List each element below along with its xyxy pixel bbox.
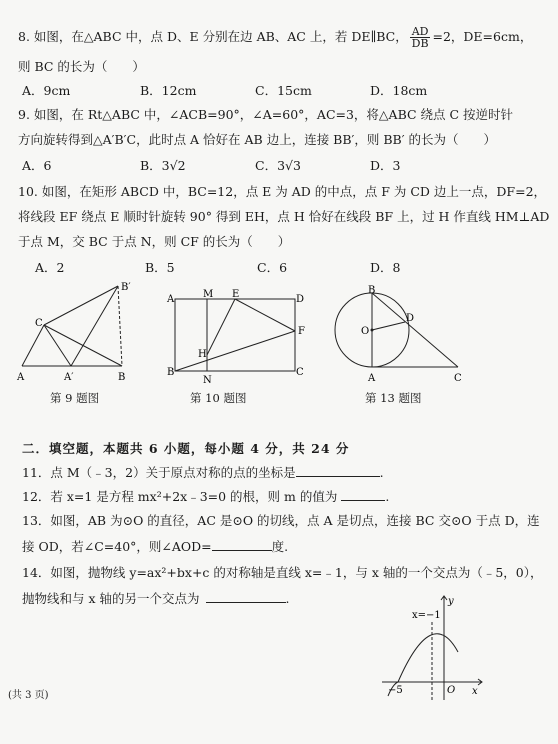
fig10-label-h: H — [198, 349, 207, 360]
fig9-segment-ca-prime — [44, 325, 71, 366]
q8-fraction — [410, 26, 431, 49]
q13-line2 — [22, 538, 288, 556]
fig14-label-origin: O — [447, 685, 456, 696]
fig10-caption: 第 10 题图 — [190, 391, 247, 405]
q9-option-a: A．6 — [22, 158, 52, 173]
q9-option-b: B．3√2 — [140, 158, 186, 173]
q10-line2: 将线段 EF 绕点 E 顺时针旋转 90° 得到 EH，点 H 恰好在线段 BF 上，过 H 作直线 HM⊥AD — [18, 209, 550, 224]
q13-answer-blank — [212, 538, 272, 551]
q10-option-d: D．8 — [370, 260, 401, 275]
fig14-label-axis-line: x=−1 — [412, 610, 441, 621]
q8-line2: 则 BC 的长为（ ） — [18, 59, 145, 74]
figure-13 — [330, 285, 470, 385]
q13-line1: 13．如图，AB 为⊙O 的直径，AC 是⊙O 的切线，点 A 是切点，连接 BC 交⊙O 于点 D，连 — [22, 513, 540, 528]
q9-line1: 9. 如图，在 Rt△ABC 中，∠ACB=90°，∠A=60°，AC=3，将△ABC 绕点 C 按逆时针 — [18, 107, 514, 122]
fig10-label-f: F — [298, 326, 305, 337]
q9-option-d: D．3 — [370, 158, 401, 173]
q11-line — [22, 464, 384, 482]
q12-answer-blank — [341, 488, 385, 501]
q11-text: 11．点 M（﹣3，2）关于原点对称的点的坐标是 — [22, 465, 296, 480]
q8-option-d: D．18cm — [370, 83, 428, 98]
fig10-label-a: A — [167, 294, 175, 305]
fig10-label-e: E — [232, 289, 240, 300]
q12-text: 12．若 x=1 是方程 mx²+2x﹣3=0 的根，则 m 的值为 — [22, 489, 338, 504]
fig9-label-a-prime: A′ — [64, 372, 74, 383]
q8-text-b: =2，DE=6cm， — [432, 29, 533, 44]
q14-line1: 14．如图，抛物线 y=ax²+bx+c 的对称轴是直线 x=﹣1，与 x 轴的一个交点为（﹣5，0）， — [22, 565, 543, 580]
q8-frac-den: DB — [411, 37, 429, 50]
q8-text-a: 8. 如图，在△ABC 中，点 D、E 分别在边 AB、AC 上，若 DE∥BC， — [18, 29, 408, 44]
q13-text-b: 度. — [271, 539, 289, 554]
q10-line3: 于点 M，交 BC 于点 N，则 CF 的长为（ ） — [18, 234, 291, 249]
fig9-label-a: A — [17, 372, 25, 383]
fig13-center-dot — [371, 329, 374, 332]
q10-line1: 10. 如图，在矩形 ABCD 中，BC=12，点 E 为 AD 的中点，点 F 为 CD 边上一点，DF=2， — [18, 184, 547, 199]
q10-option-a: A．2 — [35, 260, 65, 275]
q8-option-a: A．9cm — [22, 83, 71, 98]
fig13-segment-od — [372, 322, 405, 330]
q11-end: . — [379, 465, 384, 480]
fig10-segment-ef — [235, 299, 295, 331]
q12-line — [22, 488, 389, 506]
q8-line1 — [18, 26, 532, 49]
figure-14 — [378, 592, 488, 704]
fig10-label-n: N — [203, 375, 212, 386]
q8-frac-num: AD — [411, 25, 429, 38]
fig10-label-c: C — [296, 367, 304, 378]
fig10-label-m: M — [203, 289, 214, 300]
q14-answer-blank — [206, 590, 286, 603]
fig14-label-y: y — [448, 596, 454, 607]
fig13-label-o: O — [361, 326, 370, 337]
fig10-rectangle-abcd — [175, 299, 295, 371]
section-2-title: 二．填空题，本题共 6 小题，每小题 4 分，共 24 分 — [22, 441, 350, 456]
fig9-caption: 第 9 题图 — [50, 391, 100, 405]
q14-line2 — [22, 590, 289, 608]
fig10-label-b: B — [167, 367, 175, 378]
q14-text: 抛物线和与 x 轴的另一个交点为 — [22, 591, 200, 606]
fig13-caption: 第 13 题图 — [365, 391, 422, 405]
fig13-segment-bc — [372, 293, 458, 367]
fig9-label-b-prime: B′ — [121, 282, 131, 293]
q10-option-c: C．6 — [257, 260, 288, 275]
figure-10 — [165, 287, 315, 387]
fig9-label-c: C — [35, 318, 43, 329]
fig9-segment-bb-prime — [118, 286, 122, 366]
page-count-footer: (共 3 页) — [8, 690, 49, 701]
fig9-label-b: B — [118, 372, 126, 383]
q12-end: . — [385, 489, 390, 504]
q10-option-b: B．5 — [145, 260, 175, 275]
fig13-label-b: B — [368, 285, 376, 296]
q11-answer-blank — [296, 464, 380, 477]
q8-option-b: B．12cm — [140, 83, 197, 98]
q9-option-c: C．3√3 — [255, 158, 301, 173]
figure-9 — [14, 280, 134, 385]
fig9-segment-ac — [22, 325, 44, 366]
fig14-label-x: x — [472, 686, 478, 697]
q9-line2: 方向旋转得到△A′B′C，此时点 A 恰好在 AB 边上，连接 BB′，则 BB′ 的长为（ ） — [18, 132, 497, 147]
fig10-segment-bf — [175, 331, 295, 371]
q13-text-a: 接 OD，若∠C=40°，则∠AOD= — [22, 539, 212, 554]
fig13-label-c: C — [454, 373, 462, 384]
fig13-label-d: D — [406, 313, 415, 324]
q14-end: . — [285, 591, 290, 606]
fig14-label-neg5: −5 — [388, 685, 403, 696]
fig10-segment-eh — [207, 299, 235, 355]
fig13-label-a: A — [368, 373, 376, 384]
q8-option-c: C．15cm — [255, 83, 312, 98]
fig10-label-d: D — [296, 294, 305, 305]
